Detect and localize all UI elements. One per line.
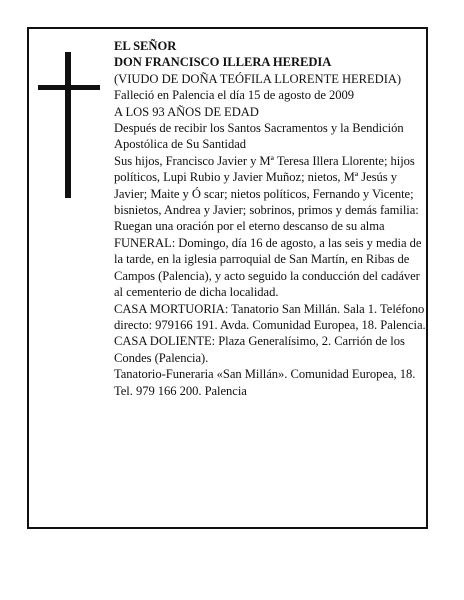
mortuary-paragraph: CASA MORTUORIA: Tanatorio San Millán. Sala 1. Teléfono directo: 979166 191. Avda. Comunidad Europea, 18. Palencia. xyxy=(114,301,426,332)
deceased-name: DON FRANCISCO ILLERA HEREDIA xyxy=(114,55,332,70)
widower-line: (VIUDO DE DOÑA TEÓFILA LLORENTE HEREDIA) xyxy=(114,71,402,86)
obituary-text xyxy=(114,38,426,399)
mourning-house-paragraph: CASA DOLIENTE: Plaza Generalísimo, 2. Carrión de los Condes (Palencia). xyxy=(114,334,405,365)
age-line: A LOS 93 AÑOS DE EDAD xyxy=(114,104,259,119)
cross-icon xyxy=(38,52,100,198)
cross-horizontal-bar xyxy=(38,85,100,90)
funeral-home-paragraph: Tanatorio-Funeraria «San Millán». Comunidad Europea, 18. Tel. 979 166 200. Palencia xyxy=(114,367,416,398)
prayer-line: Ruegan una oración por el eterno descanso de su alma xyxy=(114,219,385,234)
family-paragraph: Sus hijos, Francisco Javier y Mª Teresa Illera Llorente; hijos políticos, Lupi Rubio y Javier Muñoz; nietos, Mª Jesús y Javier; Maite y Ó scar; nietos políticos, Fernando y Vicente; bisnietos, Andrea y Javier; sobrinos, primos y demás familia: xyxy=(114,153,419,218)
funeral-paragraph: FUNERAL: Domingo, día 16 de agosto, a las seis y media de la tarde, en la iglesia parroquial de San Martín, en Ribas de Campos (Palencia), y acto seguido la conducción del cadáver al cementerio de dicha localidad. xyxy=(114,235,422,300)
notice-title: EL SEÑOR xyxy=(114,39,177,53)
cross-vertical-bar xyxy=(65,52,71,198)
death-line: Falleció en Palencia el día 15 de agosto de 2009 xyxy=(114,88,354,103)
sacraments-line: Después de recibir los Santos Sacramentos y la Bendición Apostólica de Su Santidad xyxy=(114,121,404,152)
